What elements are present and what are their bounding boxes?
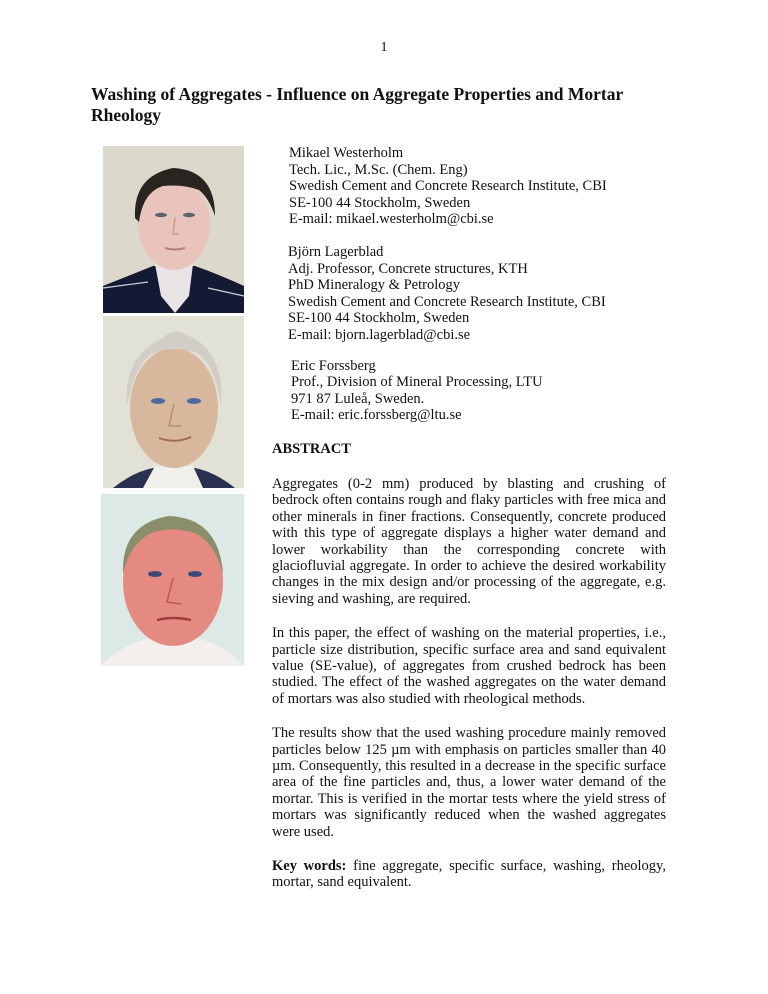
author-position: Adj. Professor, Concrete structures, KTH [288, 260, 528, 277]
text-column [272, 145, 670, 891]
author-email: E-mail: bjorn.lagerblad@cbi.se [288, 326, 471, 343]
abstract-paragraph: The results show that the used washing procedure mainly removed particles below 125 µm with emphasis on particles smaller than 40 µm. Consequently, this resulted in a decrease in the specific surface area of the fine particles and, thus, a lower water demand of the mortar. This is verified in the mortar tests where the yield stress of mortars was significantly reduced when the washed aggregates were used. [272, 725, 666, 840]
author-photo-lagerblad [103, 316, 244, 488]
author-address: SE-100 44 Stockholm, Sweden [289, 194, 471, 211]
author-affiliation: Swedish Cement and Concrete Research Institute, CBI [288, 293, 606, 310]
keywords-text: fine aggregate, specific surface, washing, rheology, mortar, sand equivalent. [272, 858, 666, 891]
author-email: E-mail: mikael.westerholm@cbi.se [289, 211, 494, 228]
abstract-paragraph: In this paper, the effect of washing on the material properties, i.e., particle size distribution, specific surface area and sand equivalent value (SE-value), of aggregates from crushed bedrock has been studied. The effect of the washed aggregates on the water demand of mortars was also studied with rheological methods. [272, 625, 666, 707]
author-degree: Tech. Lic., M.Sc. (Chem. Eng) [289, 161, 468, 178]
author-email: E-mail: eric.forssberg@ltu.se [291, 407, 462, 424]
author-block-lagerblad [288, 244, 670, 344]
author-name: Eric Forssberg [291, 357, 376, 374]
abstract-paragraph: Aggregates (0-2 mm) produced by blasting and crushing of bedrock often contains rough and flaky particles with free mica and other minerals in finer fractions. Consequently, concrete produced with this type of aggregate displays a higher water demand and lower workability than the corresponding concrete with glaciofluvial aggregate. In order to achieve the desired workability changes in the mix design and/or processing of the aggregate, e.g. sieving and washing, are required. [272, 475, 666, 607]
author-name: Mikael Westerholm [289, 145, 404, 161]
author-name: Björn Lagerblad [288, 243, 384, 260]
abstract-heading: ABSTRACT [272, 440, 351, 457]
author-address: SE-100 44 Stockholm, Sweden [288, 310, 470, 327]
author-affiliation: Swedish Cement and Concrete Research Institute, CBI [289, 178, 607, 195]
author-photo-westerholm [103, 146, 244, 313]
keywords [272, 858, 666, 891]
author-address: 971 87 Luleå, Sweden. [291, 390, 425, 407]
page-number: 1 [380, 40, 388, 55]
author-block-westerholm [289, 145, 670, 228]
author-degree: PhD Mineralogy & Petrology [288, 277, 460, 294]
author-photo-forssberg [101, 494, 244, 666]
author-block-forssberg [291, 358, 670, 424]
keywords-label: Key words: [272, 858, 347, 875]
author-position: Prof., Division of Mineral Processing, LTU [291, 374, 543, 391]
paper-title: Washing of Aggregates - Influence on Aggregate Properties and Mortar Rheology [91, 84, 623, 125]
